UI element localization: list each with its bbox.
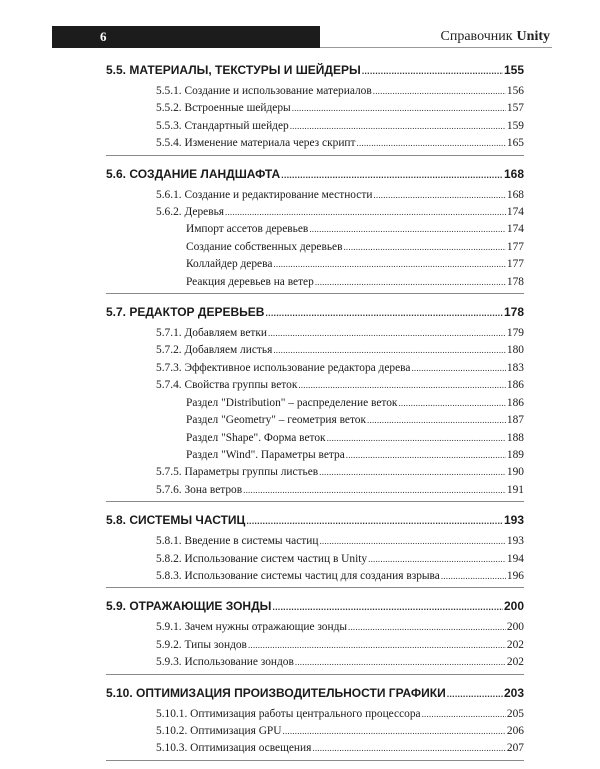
toc-entry-page: 203 xyxy=(503,685,524,700)
dot-leader xyxy=(348,619,506,636)
toc-entry-title: Создание собственных деревьев xyxy=(186,240,343,253)
toc-entry[interactable] xyxy=(106,619,524,636)
toc-entry[interactable] xyxy=(106,482,524,499)
dot-leader xyxy=(248,637,506,654)
dot-leader xyxy=(367,412,506,429)
dot-leader xyxy=(295,654,506,671)
toc-entry[interactable] xyxy=(106,447,524,464)
toc-entry-page: 178 xyxy=(506,275,524,288)
toc-entry-title: 5.5.2. Встроенные шейдеры xyxy=(156,102,291,115)
dot-leader xyxy=(298,377,506,394)
toc-entry[interactable] xyxy=(106,221,524,238)
dot-leader xyxy=(273,256,506,273)
table-of-contents xyxy=(106,60,524,769)
toc-entry-title: 5.6. СОЗДАНИЕ ЛАНДШАФТА xyxy=(106,166,281,181)
toc-entry[interactable] xyxy=(106,325,524,342)
dot-leader xyxy=(346,447,506,464)
toc-entry-title: 5.10. ОПТИМИЗАЦИЯ ПРОИЗВОДИТЕЛЬНОСТИ ГРАФИКИ xyxy=(106,685,446,700)
toc-entry-title: 5.8.3. Использование системы частиц для создания взрыва xyxy=(156,569,440,582)
toc-entry-page: 187 xyxy=(506,414,524,427)
toc-entry[interactable] xyxy=(106,342,524,359)
toc-section-heading[interactable] xyxy=(106,596,524,617)
toc-entry-page: 168 xyxy=(503,166,524,181)
toc-entry[interactable] xyxy=(106,360,524,377)
toc-entry-title: 5.5. МАТЕРИАЛЫ, ТЕКСТУРЫ И ШЕЙДЕРЫ xyxy=(106,63,361,77)
toc-entry-page: 155 xyxy=(503,63,524,77)
toc-entry-title: 5.9. ОТРАЖАЮЩИЕ ЗОНДЫ xyxy=(106,599,272,614)
toc-entry-title: 5.6.2. Деревья xyxy=(156,206,225,219)
toc-entry-title: Импорт ассетов деревьев xyxy=(186,223,309,236)
toc-entry-page: 196 xyxy=(506,569,524,582)
toc-entry[interactable] xyxy=(106,412,524,429)
dot-leader xyxy=(290,118,506,135)
toc-entry-title: Реакция деревьев на ветер xyxy=(186,275,314,288)
toc-entry-page: 186 xyxy=(506,379,524,392)
toc-entry-page: 189 xyxy=(506,448,524,461)
toc-entry-title: 5.7.1. Добавляем ветки xyxy=(156,327,268,340)
toc-entry[interactable] xyxy=(106,551,524,568)
toc-entry[interactable] xyxy=(106,706,524,723)
toc-entry-page: 179 xyxy=(506,327,524,340)
toc-entry-page: 156 xyxy=(506,85,524,97)
dot-leader xyxy=(422,706,506,723)
dot-leader xyxy=(411,360,505,377)
toc-entry-title: 5.9.3. Использование зондов xyxy=(156,656,294,669)
dot-leader xyxy=(357,135,506,152)
toc-section-heading[interactable] xyxy=(106,60,524,81)
dot-leader xyxy=(268,325,506,342)
toc-entry-title: Раздел "Wind". Параметры ветра xyxy=(186,448,345,461)
toc-entry-title: 5.5.1. Создание и использование материалов xyxy=(156,85,372,97)
book-title-text: Справочник xyxy=(440,28,513,44)
toc-entry-page: 188 xyxy=(506,431,524,444)
toc-entry-title: 5.10.1. Оптимизация работы центрального процессора xyxy=(156,707,421,720)
toc-entry-page: 190 xyxy=(506,466,524,479)
toc-entry-title: 5.10.2. Оптимизация GPU xyxy=(156,724,282,737)
toc-entry-title: Раздел "Distribution" – распределение веток xyxy=(186,396,398,409)
toc-entry-page: 168 xyxy=(506,188,524,201)
toc-section-heading[interactable] xyxy=(106,510,524,531)
toc-entry-page: 177 xyxy=(506,258,524,271)
dot-leader xyxy=(368,551,506,568)
page-number: 6 xyxy=(52,26,320,48)
toc-entry[interactable] xyxy=(106,740,524,757)
toc-entry[interactable] xyxy=(106,395,524,412)
toc-section-heading[interactable] xyxy=(106,302,524,323)
dot-leader xyxy=(273,342,506,359)
toc-entry[interactable] xyxy=(106,568,524,585)
toc-entry-page: 180 xyxy=(506,344,524,357)
toc-entry-page: 159 xyxy=(506,119,524,132)
toc-entry-title: 5.7.3. Эффективное использование редактора дерева xyxy=(156,361,411,374)
running-header xyxy=(52,26,552,48)
toc-entry-page: 200 xyxy=(503,599,524,614)
toc-entry[interactable] xyxy=(106,135,524,152)
toc-entry[interactable] xyxy=(106,533,524,550)
toc-entry-title: Коллайдер дерева xyxy=(186,258,273,271)
toc-entry-page: 183 xyxy=(506,361,524,374)
toc-entry-page: 207 xyxy=(506,742,524,755)
toc-entry[interactable] xyxy=(106,723,524,740)
dot-leader xyxy=(292,100,506,117)
toc-entry[interactable] xyxy=(106,430,524,447)
toc-entry-title: 5.5.3. Стандартный шейдер xyxy=(156,119,289,132)
book-title xyxy=(320,26,552,48)
toc-entry-page: 200 xyxy=(506,621,524,634)
toc-entry-title: 5.10.3. Оптимизация освещения xyxy=(156,742,312,755)
dot-leader xyxy=(373,187,505,204)
toc-entry[interactable] xyxy=(106,204,524,221)
dot-leader xyxy=(243,482,506,499)
toc-entry-page: 206 xyxy=(506,724,524,737)
toc-entry[interactable] xyxy=(106,637,524,654)
toc-entry-page: 157 xyxy=(506,102,524,115)
toc-entry-title: 5.6.1. Создание и редактирование местности xyxy=(156,188,373,201)
dot-leader xyxy=(327,430,506,447)
toc-entry[interactable] xyxy=(106,100,524,117)
dot-leader xyxy=(362,61,503,81)
toc-entry-title: 5.7.2. Добавляем листья xyxy=(156,344,273,357)
dot-leader xyxy=(265,303,503,323)
toc-entry-title: Раздел "Shape". Форма веток xyxy=(186,431,326,444)
toc-entry-page: 174 xyxy=(506,223,524,236)
toc-section xyxy=(106,60,524,156)
toc-section xyxy=(106,164,524,294)
toc-entry[interactable] xyxy=(106,256,524,273)
toc-section xyxy=(106,302,524,502)
dot-leader xyxy=(441,568,506,585)
dot-leader xyxy=(315,274,506,291)
toc-entry-title: 5.7. РЕДАКТОР ДЕРЕВЬЕВ xyxy=(106,305,265,320)
toc-entry[interactable] xyxy=(106,187,524,204)
toc-entry-page: 202 xyxy=(506,656,524,669)
toc-entry-page: 165 xyxy=(506,137,524,150)
toc-entry-page: 178 xyxy=(503,305,524,320)
toc-section xyxy=(106,683,524,761)
book-title-bold: Unity xyxy=(516,28,550,44)
dot-leader xyxy=(283,723,506,740)
toc-entry-title: Раздел "Geometry" – геометрия веток xyxy=(186,414,367,427)
toc-entry-page: 174 xyxy=(506,206,524,219)
dot-leader xyxy=(319,464,506,481)
toc-section-heading[interactable] xyxy=(106,164,524,185)
toc-entry-title: 5.7.5. Параметры группы листьев xyxy=(156,466,319,479)
toc-entry-page: 177 xyxy=(506,240,524,253)
toc-entry[interactable] xyxy=(106,377,524,394)
toc-entry-page: 202 xyxy=(506,638,524,651)
toc-entry[interactable] xyxy=(106,83,524,100)
toc-section-heading[interactable] xyxy=(106,683,524,704)
toc-entry[interactable] xyxy=(106,654,524,671)
dot-leader xyxy=(281,165,503,185)
dot-leader xyxy=(246,511,503,531)
toc-entry-title: 5.5.4. Изменение материала через скрипт xyxy=(156,137,356,150)
dot-leader xyxy=(225,204,506,221)
dot-leader xyxy=(312,740,506,757)
toc-entry[interactable] xyxy=(106,118,524,135)
dot-leader xyxy=(398,395,505,412)
dot-leader xyxy=(373,83,506,100)
toc-section xyxy=(106,596,524,674)
toc-section xyxy=(106,510,524,588)
toc-entry[interactable] xyxy=(106,274,524,291)
toc-entry-page: 193 xyxy=(503,513,524,528)
dot-leader xyxy=(447,684,503,704)
toc-entry-title: 5.9.1. Зачем нужны отражающие зонды xyxy=(156,621,348,634)
toc-entry[interactable] xyxy=(106,464,524,481)
dot-leader xyxy=(309,221,506,238)
dot-leader xyxy=(272,597,503,617)
toc-entry-page: 191 xyxy=(506,483,524,496)
toc-entry[interactable] xyxy=(106,239,524,256)
toc-entry-title: 5.7.6. Зона ветров xyxy=(156,483,243,496)
toc-entry-title: 5.8. СИСТЕМЫ ЧАСТИЦ xyxy=(106,513,246,528)
toc-entry-title: 5.7.4. Свойства группы веток xyxy=(156,379,298,392)
toc-entry-page: 205 xyxy=(506,707,524,720)
toc-entry-page: 186 xyxy=(506,396,524,409)
toc-entry-page: 193 xyxy=(506,535,524,548)
dot-leader xyxy=(343,239,505,256)
toc-entry-title: 5.8.1. Введение в системы частиц xyxy=(156,535,319,548)
toc-entry-page: 194 xyxy=(506,552,524,565)
toc-entry-title: 5.8.2. Использование систем частиц в Unity xyxy=(156,552,368,565)
toc-entry-title: 5.9.2. Типы зондов xyxy=(156,638,247,651)
dot-leader xyxy=(319,533,505,550)
